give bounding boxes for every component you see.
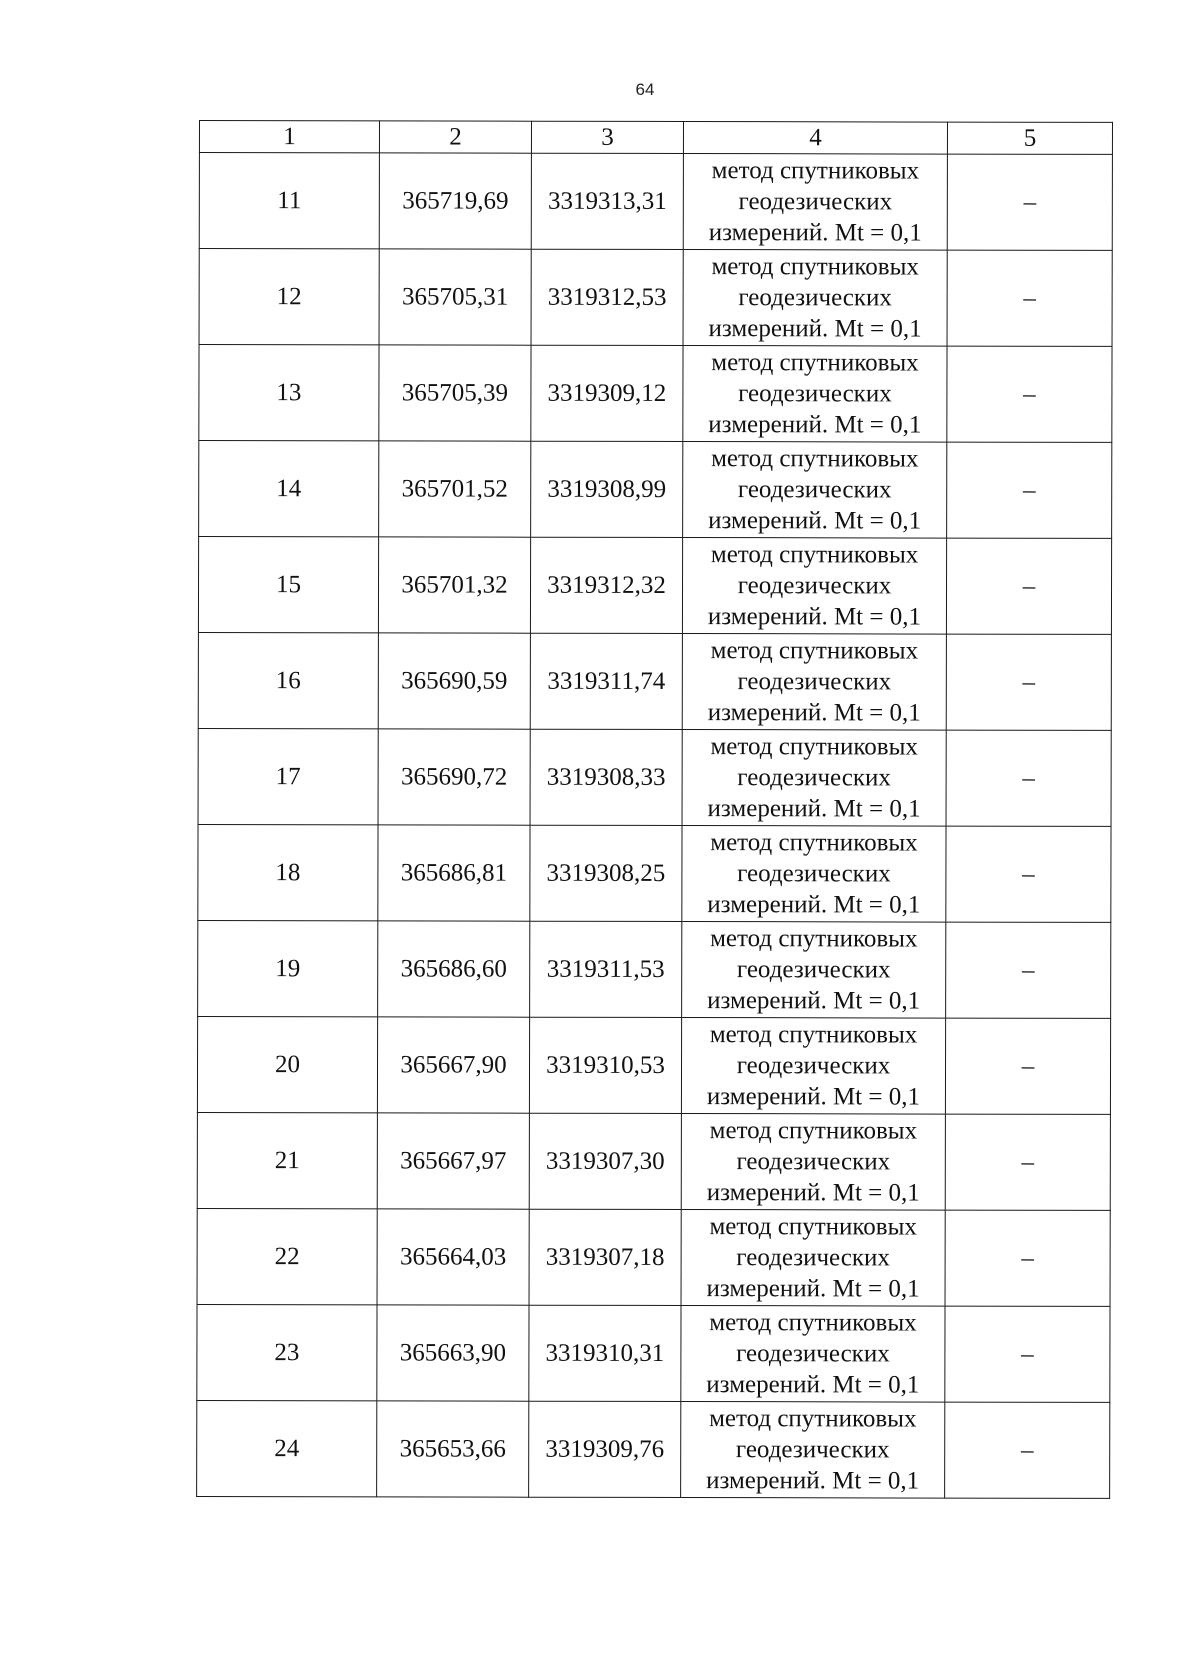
note-cell: – <box>946 538 1111 634</box>
table-row <box>198 920 1111 1018</box>
method-cell <box>683 250 947 347</box>
x-coordinate-cell: 365719,69 <box>379 153 531 249</box>
y-coordinate-cell: 3319311,74 <box>530 633 682 729</box>
method-line: измерений. Mt = 0,1 <box>706 1467 920 1495</box>
method-cell <box>681 1402 945 1499</box>
method-line: измерений. Mt = 0,1 <box>708 315 922 343</box>
table-body <box>197 153 1113 1499</box>
x-coordinate-cell: 365701,32 <box>378 537 530 633</box>
x-coordinate-cell: 365686,81 <box>378 825 530 921</box>
method-line: измерений. Mt = 0,1 <box>708 219 922 247</box>
y-coordinate-cell: 3319311,53 <box>530 921 682 1017</box>
method-line: измерений. Mt = 0,1 <box>708 411 922 439</box>
point-number-cell: 14 <box>199 441 379 537</box>
method-line: метод спутниковых <box>709 1309 917 1337</box>
table-row <box>199 153 1112 251</box>
x-coordinate-cell: 365705,39 <box>379 345 531 441</box>
method-line: метод спутниковых <box>711 253 919 281</box>
y-coordinate-cell: 3319308,33 <box>530 729 682 825</box>
method-line: геодезических <box>736 1052 891 1080</box>
table-row <box>198 824 1111 922</box>
method-line: геодезических <box>736 956 891 984</box>
point-number-cell: 16 <box>198 632 378 728</box>
method-line: геодезических <box>736 1244 890 1272</box>
method-line: геодезических <box>736 1340 890 1368</box>
x-coordinate-cell: 365667,90 <box>377 1017 529 1113</box>
method-cell <box>682 922 946 1019</box>
note-cell: – <box>947 346 1112 442</box>
y-coordinate-cell: 3319312,53 <box>531 249 683 345</box>
method-line: геодезических <box>736 1148 891 1176</box>
note-cell: – <box>946 826 1111 922</box>
method-line: геодезических <box>737 668 892 696</box>
method-line: геодезических <box>738 380 892 408</box>
point-number-cell: 18 <box>198 824 378 920</box>
table-row <box>197 1208 1110 1306</box>
method-line: геодезических <box>738 188 893 216</box>
method-cell <box>681 1018 945 1115</box>
x-coordinate-cell: 365686,60 <box>378 921 530 1017</box>
method-line: измерений. Mt = 0,1 <box>707 987 921 1015</box>
y-coordinate-cell: 3319313,31 <box>531 153 683 249</box>
table-row <box>198 728 1111 826</box>
x-coordinate-cell: 365664,03 <box>377 1209 529 1305</box>
header-col-5: 5 <box>947 122 1112 154</box>
table-row <box>199 345 1112 443</box>
y-coordinate-cell: 3319312,32 <box>530 537 682 633</box>
note-cell: – <box>945 1210 1110 1306</box>
point-number-cell: 24 <box>197 1400 377 1496</box>
page-number: 64 <box>635 80 655 99</box>
method-line: измерений. Mt = 0,1 <box>708 507 922 535</box>
note-cell: – <box>945 1114 1110 1210</box>
point-number-cell: 21 <box>197 1112 377 1208</box>
header-col-2: 2 <box>379 121 531 153</box>
header-col-3: 3 <box>531 121 683 153</box>
note-cell: – <box>947 154 1112 250</box>
point-number-cell: 13 <box>199 345 379 441</box>
method-line: геодезических <box>737 860 891 888</box>
method-line: метод спутниковых <box>710 925 918 953</box>
method-line: измерений. Mt = 0,1 <box>706 1371 920 1399</box>
table-row <box>197 1304 1110 1402</box>
point-number-cell: 22 <box>197 1208 377 1304</box>
x-coordinate-cell: 365653,66 <box>377 1401 529 1497</box>
y-coordinate-cell: 3319310,53 <box>529 1017 681 1113</box>
x-coordinate-cell: 365690,59 <box>378 633 530 729</box>
method-cell <box>681 1306 945 1403</box>
x-coordinate-cell: 365705,31 <box>379 249 531 345</box>
y-coordinate-cell: 3319307,30 <box>529 1113 681 1209</box>
method-line: геодезических <box>735 1436 890 1464</box>
point-number-cell: 11 <box>199 153 379 249</box>
y-coordinate-cell: 3319309,12 <box>531 345 683 441</box>
method-line: геодезических <box>737 764 891 792</box>
method-line: измерений. Mt = 0,1 <box>707 795 921 823</box>
method-line: измерений. Mt = 0,1 <box>706 1083 921 1111</box>
method-line: метод спутниковых <box>710 637 919 665</box>
method-line: метод спутниковых <box>710 829 918 857</box>
header-col-1: 1 <box>199 121 379 153</box>
method-line: измерений. Mt = 0,1 <box>706 1275 920 1303</box>
point-number-cell: 12 <box>199 249 379 345</box>
table-row <box>197 1400 1110 1498</box>
table-row <box>197 1016 1110 1114</box>
point-number-cell: 19 <box>198 920 378 1016</box>
x-coordinate-cell: 365701,52 <box>379 441 531 537</box>
method-line: измерений. Mt = 0,1 <box>707 891 921 919</box>
note-cell: – <box>945 1402 1110 1498</box>
method-line: измерений. Mt = 0,1 <box>707 699 921 727</box>
note-cell: – <box>946 730 1111 826</box>
method-line: метод спутниковых <box>711 349 919 377</box>
method-cell <box>682 634 946 731</box>
table-row <box>197 1112 1110 1210</box>
note-cell: – <box>945 1018 1110 1114</box>
table-row <box>198 632 1111 730</box>
method-line: метод спутниковых <box>709 1213 917 1241</box>
x-coordinate-cell: 365667,97 <box>377 1113 529 1209</box>
y-coordinate-cell: 3319308,99 <box>531 441 683 537</box>
method-cell <box>682 538 946 635</box>
method-line: измерений. Mt = 0,1 <box>707 603 922 631</box>
method-line: метод спутниковых <box>711 157 920 185</box>
note-cell: – <box>946 922 1111 1018</box>
method-cell <box>682 826 946 923</box>
method-cell <box>683 346 947 443</box>
point-number-cell: 15 <box>198 537 378 633</box>
header-row <box>199 121 1112 155</box>
method-line: измерений. Mt = 0,1 <box>706 1179 920 1207</box>
coordinates-table <box>196 120 1113 1499</box>
point-number-cell: 20 <box>197 1016 377 1112</box>
method-cell <box>683 442 947 539</box>
y-coordinate-cell: 3319307,18 <box>529 1209 681 1305</box>
table-row <box>199 249 1112 347</box>
note-cell: – <box>946 634 1111 730</box>
method-cell <box>681 1114 945 1211</box>
y-coordinate-cell: 3319310,31 <box>529 1305 681 1401</box>
method-line: геодезических <box>738 284 892 312</box>
method-line: метод спутниковых <box>710 733 918 761</box>
method-line: метод спутниковых <box>709 1405 917 1433</box>
method-line: метод спутниковых <box>709 1117 918 1145</box>
header-col-4: 4 <box>683 122 947 155</box>
method-line: геодезических <box>737 572 892 600</box>
method-cell <box>683 154 947 251</box>
x-coordinate-cell: 365690,72 <box>378 729 530 825</box>
point-number-cell: 17 <box>198 728 378 824</box>
method-line: метод спутниковых <box>711 445 919 473</box>
method-line: геодезических <box>737 476 892 504</box>
y-coordinate-cell: 3319308,25 <box>530 825 682 921</box>
y-coordinate-cell: 3319309,76 <box>529 1401 681 1497</box>
method-cell <box>682 730 946 827</box>
table-row <box>198 537 1111 635</box>
note-cell: – <box>945 1306 1110 1402</box>
point-number-cell: 23 <box>197 1304 377 1400</box>
method-line: метод спутниковых <box>709 1021 918 1049</box>
table-header <box>199 121 1112 155</box>
note-cell: – <box>947 442 1112 538</box>
note-cell: – <box>947 250 1112 346</box>
x-coordinate-cell: 365663,90 <box>377 1305 529 1401</box>
table-row <box>199 441 1112 539</box>
method-cell <box>681 1210 945 1307</box>
method-line: метод спутниковых <box>710 541 919 569</box>
